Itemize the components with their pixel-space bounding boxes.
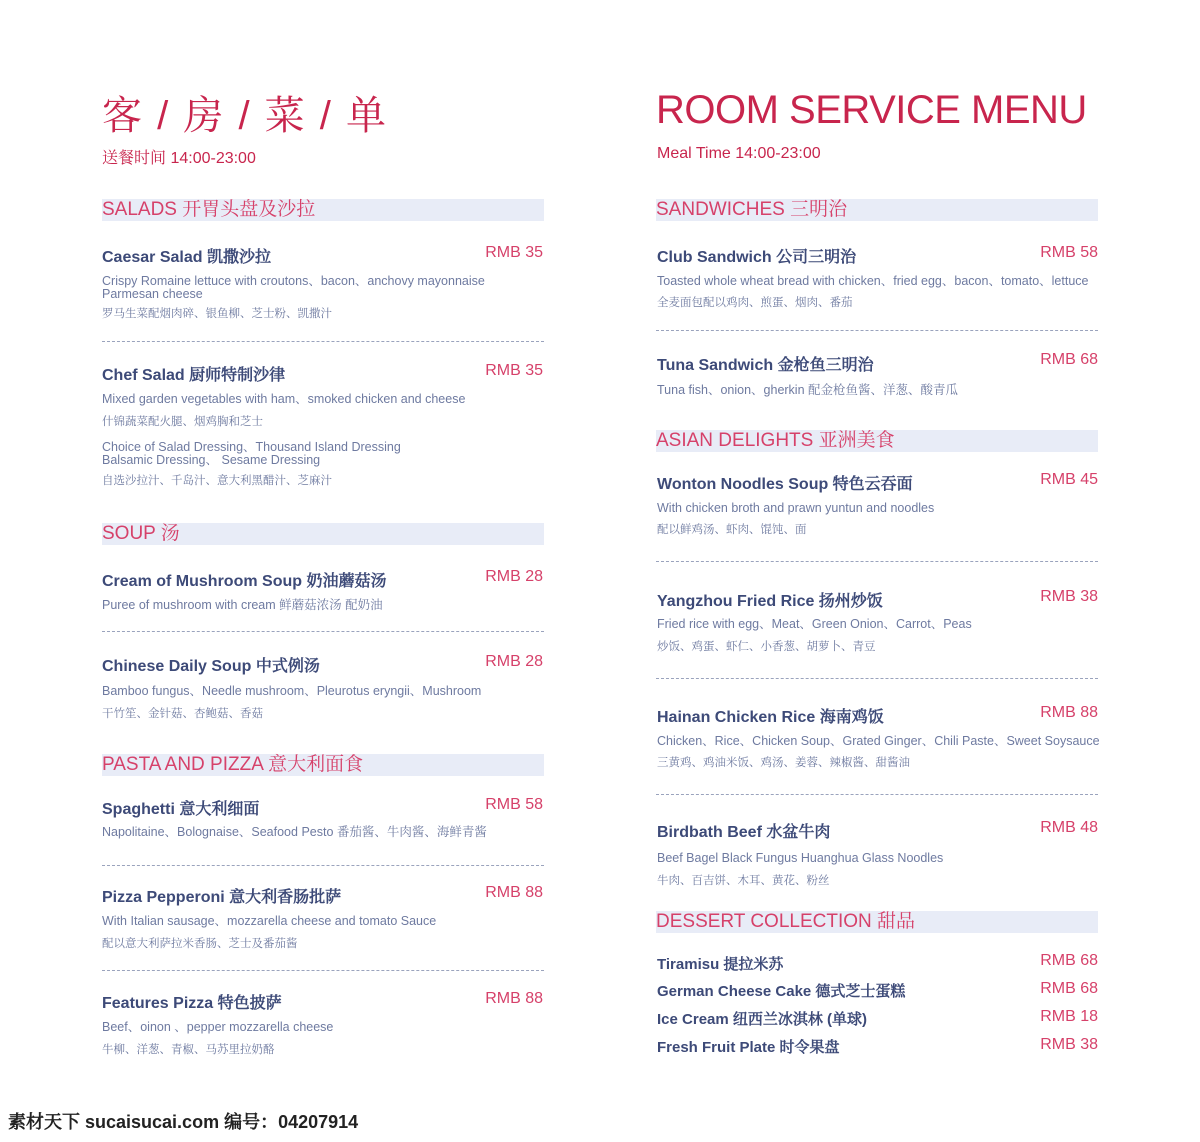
section-heading-asian: ASIAN DELIGHTS 亚洲美食	[656, 430, 1098, 452]
section-heading-sandwiches: SANDWICHES 三明治	[656, 199, 1098, 221]
section-heading-salads: SALADS 开胃头盘及沙拉	[102, 199, 544, 221]
menu-item-description: Balsamic Dressing、 Sesame Dressing	[102, 453, 321, 467]
menu-item-price: RMB 58	[1040, 244, 1098, 261]
menu-item-description-cn: 配以鲜鸡汤、虾肉、馄饨、面	[657, 524, 807, 536]
menu-item-description: Choice of Salad Dressing、Thousand Island Dressing	[102, 440, 401, 454]
menu-item-description-cn: 炒饭、鸡蛋、虾仁、小香葱、胡萝卜、青豆	[657, 641, 876, 653]
dessert-item-name: German Cheese Cake 德式芝士蛋糕	[657, 983, 906, 1000]
dessert-item-price: RMB 18	[1040, 1008, 1098, 1025]
menu-item-name: Yangzhou Fried Rice 扬州炒饭	[657, 593, 883, 610]
menu-item-description-cn: 自选沙拉汁、千岛汁、意大利黑醋汁、芝麻汁	[102, 475, 332, 487]
menu-item-name: Tuna Sandwich 金枪鱼三明治	[657, 357, 874, 374]
menu-item-price: RMB 35	[485, 244, 543, 261]
meal-time-en: Meal Time 14:00-23:00	[657, 145, 821, 162]
dessert-item-name: Ice Cream 纽西兰冰淇林 (单球)	[657, 1011, 868, 1028]
menu-item-description-cn: 三黄鸡、鸡油米饭、鸡汤、姜蓉、辣椒酱、甜酱油	[657, 757, 910, 769]
menu-item-price: RMB 88	[485, 990, 543, 1007]
menu-item-name: Chinese Daily Soup 中式例汤	[102, 658, 320, 675]
menu-item-description: Parmesan cheese	[102, 287, 203, 301]
menu-item-name: Chef Salad 厨师特制沙律	[102, 367, 286, 384]
menu-item-description: Beef、oinon 、pepper mozzarella cheese	[102, 1020, 334, 1034]
divider	[656, 330, 1098, 331]
menu-item-price: RMB 28	[485, 568, 543, 585]
watermark-text: 素材天下 sucaisucai.com 编号：04207914	[8, 1112, 359, 1132]
menu-item-name: Caesar Salad 凯撒沙拉	[102, 249, 271, 266]
menu-item-price: RMB 35	[485, 362, 543, 379]
menu-item-description: Tuna fish、onion、gherkin 配金枪鱼酱、洋葱、酸青瓜	[657, 383, 959, 397]
dessert-item-price: RMB 68	[1040, 952, 1098, 969]
menu-item-name: Hainan Chicken Rice 海南鸡饭	[657, 709, 884, 726]
dessert-item-name: Fresh Fruit Plate 时令果盘	[657, 1039, 840, 1056]
menu-item-description: Mixed garden vegetables with ham、smoked chicken and cheese	[102, 392, 466, 406]
menu-item-name: Features Pizza 特色披萨	[102, 995, 282, 1012]
menu-item-description-cn: 干竹笙、金针菇、杏鲍菇、香菇	[102, 708, 263, 720]
menu-item-price: RMB 48	[1040, 819, 1098, 836]
menu-item-price: RMB 28	[485, 653, 543, 670]
page-title-cn: 客 / 房 / 菜 / 单	[102, 94, 389, 138]
menu-item-price: RMB 58	[485, 796, 543, 813]
menu-item-description: Fried rice with egg、Meat、Green Onion、Carrot、Peas	[657, 617, 972, 631]
menu-item-name: Cream of Mushroom Soup 奶油蘑菇汤	[102, 573, 387, 590]
menu-item-description: Bamboo fungus、Needle mushroom、Pleurotus eryngii、Mushroom	[102, 684, 482, 698]
menu-item-price: RMB 88	[485, 884, 543, 901]
menu-item-description-cn: 什锦蔬菜配火腿、烟鸡胸和芝士	[102, 416, 263, 428]
divider	[656, 561, 1098, 562]
divider	[102, 631, 544, 632]
divider	[102, 865, 544, 866]
dessert-item-name: Tiramisu 提拉米苏	[657, 956, 784, 973]
menu-item-description-cn: 牛肉、百吉饼、木耳、黄花、粉丝	[657, 875, 830, 887]
menu-item-description: Napolitaine、Bolognaise、Seafood Pesto 番茄酱、牛肉酱、海鲜青酱	[102, 825, 487, 839]
divider	[102, 970, 544, 971]
menu-item-description: With Italian sausage、mozzarella cheese and tomato Sauce	[102, 914, 437, 928]
section-heading-pasta: PASTA AND PIZZA 意大利面食	[102, 754, 544, 776]
menu-item-name: Pizza Pepperoni 意大利香肠批萨	[102, 889, 342, 906]
section-heading-soup: SOUP 汤	[102, 523, 544, 545]
menu-item-description: Puree of mushroom with cream 鲜蘑菇浓汤 配奶油	[102, 598, 383, 612]
menu-item-name: Wonton Noodles Soup 特色云吞面	[657, 476, 913, 493]
divider	[102, 341, 544, 342]
menu-item-description-cn: 罗马生菜配烟肉碎、银鱼柳、芝士粉、凯撒汁	[102, 308, 332, 320]
section-heading-dessert: DESSERT COLLECTION 甜品	[656, 911, 1098, 933]
menu-item-description-cn: 牛柳、洋葱、青椒、马苏里拉奶酪	[102, 1044, 275, 1056]
menu-item-name: Birdbath Beef 水盆牛肉	[657, 824, 831, 841]
dessert-item-price: RMB 38	[1040, 1036, 1098, 1053]
menu-item-name: Club Sandwich 公司三明治	[657, 249, 857, 266]
menu-item-description: Crispy Romaine lettuce with croutons、bacon、anchovy mayonnaise	[102, 274, 485, 288]
divider	[656, 678, 1098, 679]
meal-time-cn: 送餐时间 14:00-23:00	[102, 150, 256, 167]
menu-item-price: RMB 68	[1040, 351, 1098, 368]
dessert-item-price: RMB 68	[1040, 980, 1098, 997]
menu-item-description-cn: 配以意大利萨拉米香肠、芝士及番茄酱	[102, 938, 298, 950]
menu-item-description: Toasted whole wheat bread with chicken、fried egg、bacon、tomato、lettuce	[657, 274, 1089, 288]
menu-item-name: Spaghetti 意大利细面	[102, 801, 260, 818]
menu-item-description: Beef Bagel Black Fungus Huanghua Glass Noodles	[657, 851, 944, 865]
menu-item-description: Chicken、Rice、Chicken Soup、Grated Ginger、Chili Paste、Sweet Soysauce	[657, 734, 1100, 748]
menu-item-description-cn: 全麦面包配以鸡肉、煎蛋、烟肉、番茄	[657, 297, 853, 309]
menu-item-price: RMB 38	[1040, 588, 1098, 605]
menu-item-price: RMB 88	[1040, 704, 1098, 721]
divider	[656, 794, 1098, 795]
menu-item-price: RMB 45	[1040, 471, 1098, 488]
page-title-en: ROOM SERVICE MENU	[656, 88, 1087, 132]
menu-item-description: With chicken broth and prawn yuntun and noodles	[657, 501, 935, 515]
